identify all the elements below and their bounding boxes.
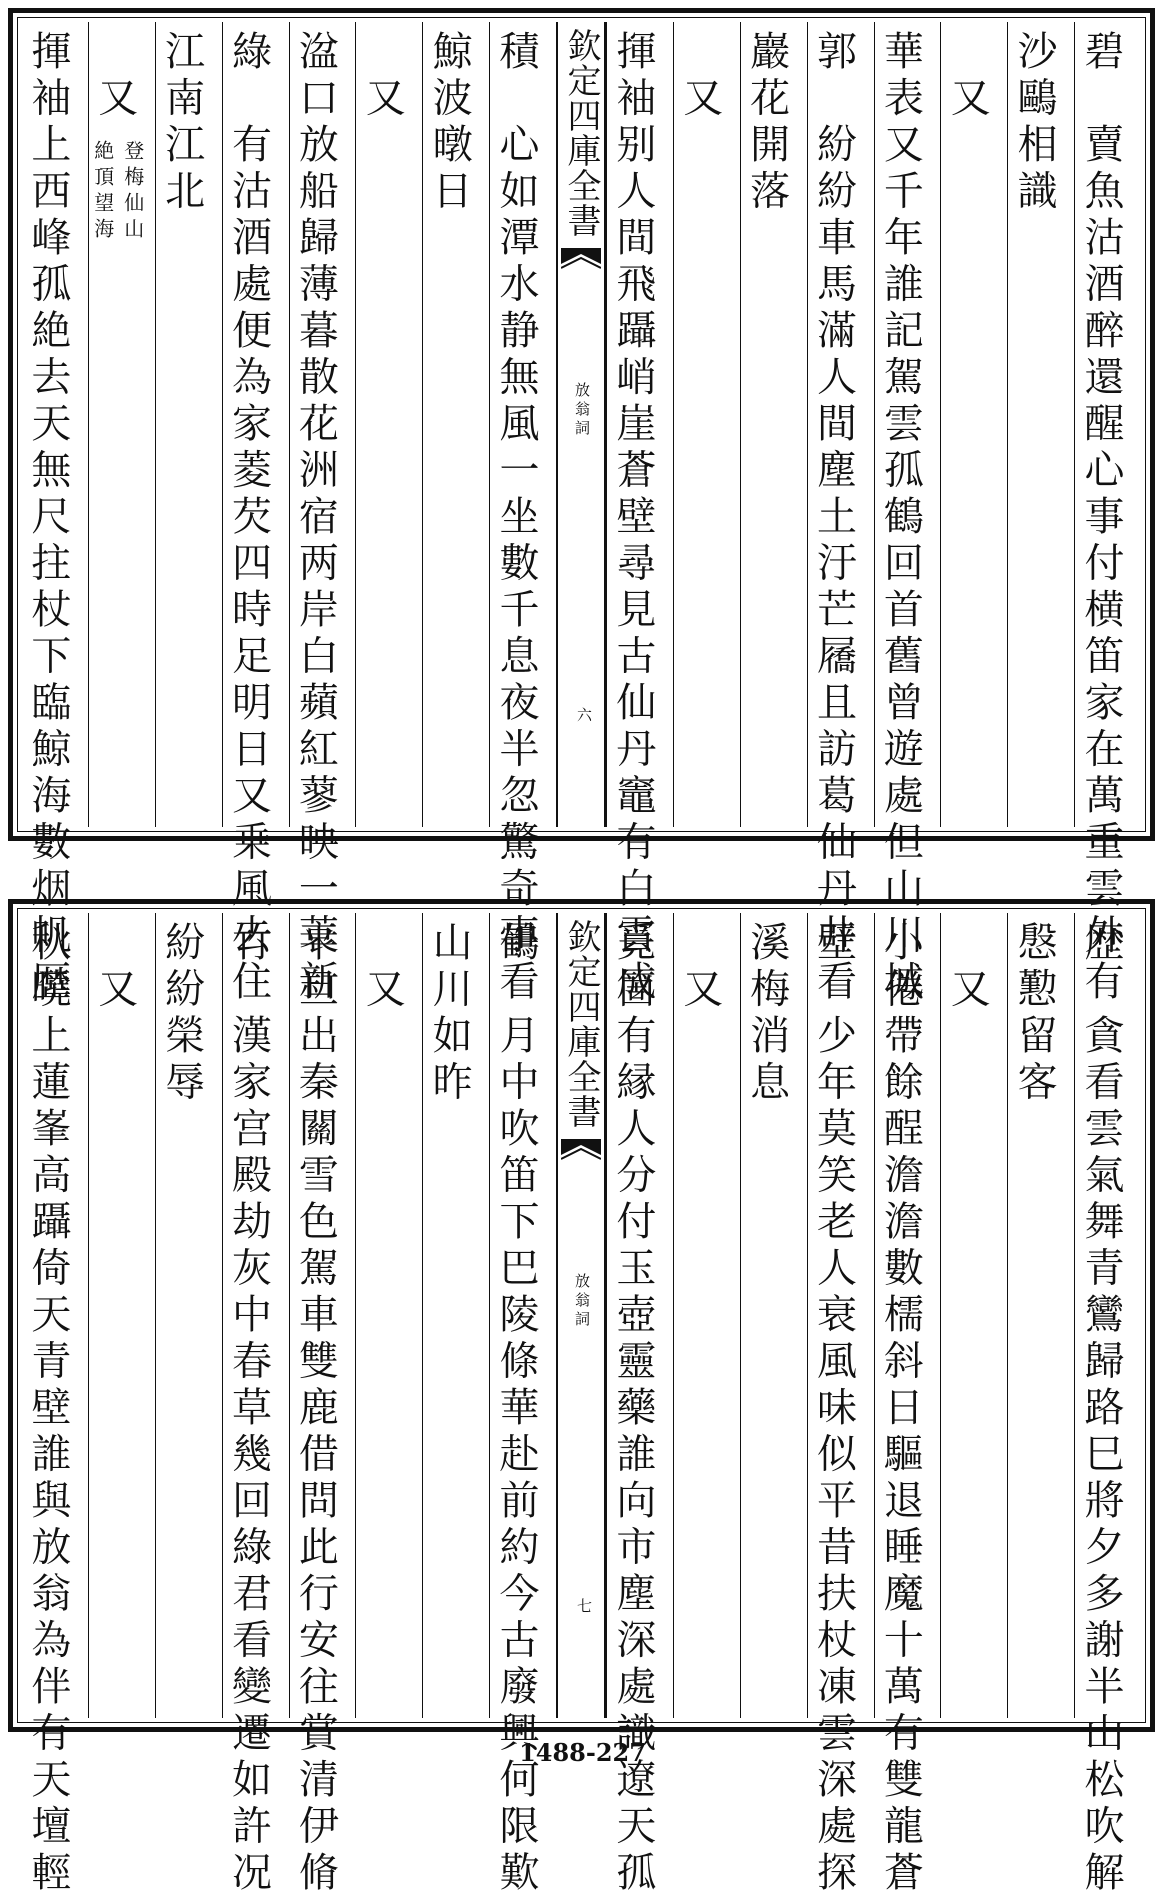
book-page-top xyxy=(8,8,1155,1007)
center-spine xyxy=(556,22,606,827)
poem-heading: 又 xyxy=(944,30,991,123)
text-column xyxy=(606,22,673,1007)
poem-heading: 又 xyxy=(676,921,723,1014)
verse-line: 郭 紛紛車馬滿人間塵土汙芒屩且訪葛仙丹井看 xyxy=(810,30,857,1007)
verse-line: 慇懃留客 xyxy=(1011,921,1058,1107)
verse-line: 沙鷗相識 xyxy=(1011,30,1058,216)
text-column xyxy=(673,22,740,827)
spine-subtitle: 放翁詞 xyxy=(573,1273,591,1330)
text-column xyxy=(1074,22,1141,1007)
poem-subtitle-note xyxy=(90,140,145,244)
verse-line: 秋曉上蓮峯高躡倚天青壁誰與放翁為伴有天壇輕 xyxy=(24,921,71,1898)
verse-line: 鶴 月中吹笛下巴陵條華赴前約今古廢興何限歎 xyxy=(493,921,539,1898)
text-column xyxy=(874,913,941,1898)
text-column xyxy=(1074,913,1141,1898)
text-column xyxy=(1007,913,1074,1718)
text-column xyxy=(289,22,356,1007)
text-column xyxy=(88,22,155,827)
text-column xyxy=(489,913,556,1898)
text-column xyxy=(740,22,807,827)
note-line: 絶頂望海 xyxy=(90,140,115,244)
text-column xyxy=(606,913,673,1898)
fishtail-mark-icon xyxy=(561,1139,601,1193)
poem-heading: 又 xyxy=(91,30,138,123)
text-column xyxy=(1007,22,1074,827)
fishtail-mark-icon xyxy=(561,248,601,302)
spine-title: 欽定四庫全書 xyxy=(561,28,601,238)
text-column xyxy=(940,22,1007,827)
verse-line: 巖花開落 xyxy=(743,30,790,216)
poem-heading: 又 xyxy=(359,921,406,1014)
text-column xyxy=(874,22,941,1007)
center-spine xyxy=(556,913,606,1718)
text-column xyxy=(489,22,556,1007)
text-column xyxy=(422,22,489,827)
spine-page-number: 七 xyxy=(575,1598,593,1613)
text-column xyxy=(155,22,222,827)
spine-title: 欽定四庫全書 xyxy=(561,919,601,1129)
text-column xyxy=(673,913,740,1718)
verse-line: 揮袖别人間飛躡峭崖蒼壁尋見古仙丹竈有白雲成 xyxy=(609,30,656,1007)
text-columns xyxy=(22,22,1141,1007)
text-column xyxy=(807,913,874,1898)
verse-line: 山川如昨 xyxy=(426,921,473,1107)
folio-number: 1488-227 xyxy=(519,1738,646,1767)
note-line: 登梅仙山 xyxy=(120,140,145,244)
text-column xyxy=(22,22,88,1007)
text-column xyxy=(807,22,874,1007)
verse-line: 歴 貪看雲氣舞青鸞歸路巳將夕多謝半山松吹解 xyxy=(1078,921,1124,1898)
verse-line: 華表又千年誰記駕雲孤鶴回首舊曾遊處但山川城 xyxy=(877,30,924,1007)
verse-line: 江南江北 xyxy=(158,30,205,216)
text-column xyxy=(155,913,222,1718)
text-column xyxy=(222,913,289,1898)
poem-heading: 又 xyxy=(944,921,991,1014)
verse-line: 揮袖上西峰孤絶去天無尺拄杖下臨鯨海數烟帆歴 xyxy=(24,30,71,1007)
verse-line: 碧 賣魚沽酒醉還醒心事付横笛家在萬重雲外有 xyxy=(1078,30,1124,1007)
spine-subtitle: 放翁詞 xyxy=(573,382,591,439)
text-column xyxy=(22,913,88,1898)
poem-heading: 又 xyxy=(91,921,138,1014)
verse-line: 竹 漢家宫殿劫灰中春草幾回綠君看變遷如許况 xyxy=(225,921,272,1898)
verse-line: 小倦帶餘酲澹澹數檽斜日驅退睡魔十萬有雙龍蒼 xyxy=(877,921,924,1898)
text-column xyxy=(289,913,356,1898)
text-column xyxy=(740,913,807,1718)
text-column xyxy=(355,22,422,827)
text-column xyxy=(88,913,155,1718)
verse-line: 紛紛榮辱 xyxy=(158,921,205,1107)
text-column xyxy=(940,913,1007,1718)
verse-line: 綠 有沽酒處便為家菱芡四時足明日又乗風去住 xyxy=(225,30,272,1007)
verse-line: 溪梅消息 xyxy=(743,921,790,1107)
poem-heading: 又 xyxy=(676,30,723,123)
verse-line: 覓箇有縁人分付玉壺靈藥誰向市塵深處識遼天孤 xyxy=(609,921,656,1898)
verse-line: 平旦出秦關雪色駕車雙鹿借問此行安往賞清伊脩 xyxy=(292,921,339,1898)
verse-line: 積 心如潭水静無風一坐數千息夜半忽驚奇事看 xyxy=(493,30,539,1007)
text-column xyxy=(222,22,289,1007)
verse-line: 鯨波暾日 xyxy=(426,30,473,216)
poem-heading: 又 xyxy=(359,30,406,123)
text-column xyxy=(422,913,489,1718)
verse-line: 壁 少年莫笑老人衰風味似平昔扶杖凍雲深處探 xyxy=(810,921,857,1898)
spine-page-number: 六 xyxy=(575,707,593,722)
text-column xyxy=(355,913,422,1718)
verse-line: 湓口放船歸薄暮散花洲宿两岸白蘋紅蓼映一蓑新 xyxy=(292,30,339,1007)
